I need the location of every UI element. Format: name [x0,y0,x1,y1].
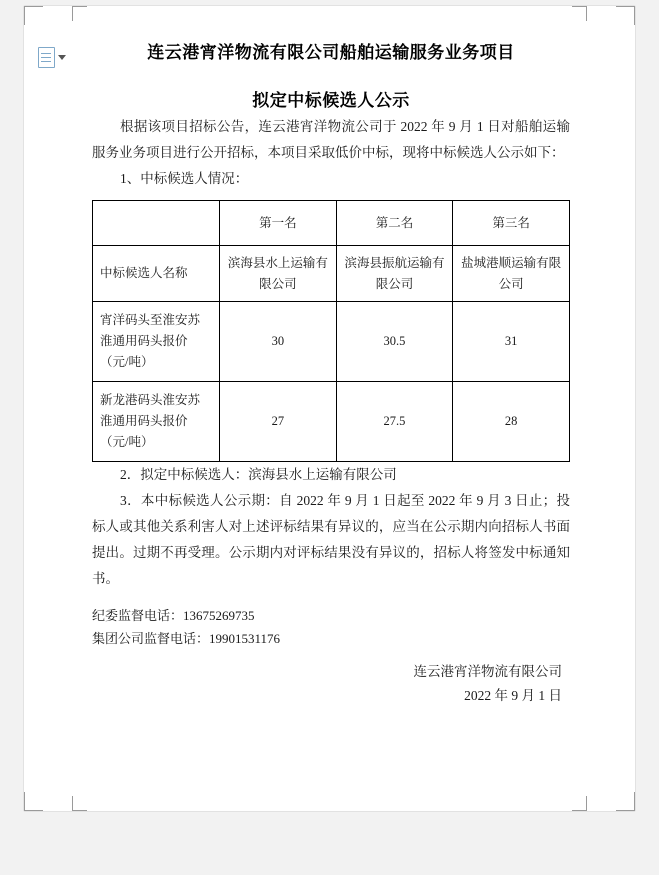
table-header-rank-1: 第一名 [220,201,337,246]
row-label-price-xinlonggang: 新龙港码头淮安苏淮通用码头报价（元/吨） [93,382,220,462]
crop-mark-top-left-inner [72,6,87,21]
cell-price-xinlonggang-rank-1: 27 [220,382,337,462]
crop-mark-top-left [24,6,43,25]
crop-mark-bottom-left [24,792,43,811]
paragraph-item-2: 2．拟定中标候选人：滨海县水上运输有限公司 [120,467,397,482]
cell-price-xiaoyang-rank-3: 31 [453,302,570,382]
crop-mark-top-right-inner [572,6,587,21]
crop-mark-bottom-left-inner [72,796,87,811]
table-header-rank-3: 第三名 [453,201,570,246]
contact-discipline-phone: 纪委监督电话：13675269735 [92,608,255,623]
crop-mark-bottom-right [616,792,635,811]
page-title: 连云港宵洋物流有限公司船舶运输服务业务项目 [147,43,515,62]
contact-block [92,604,570,650]
signer-date: 2022 年 9 月 1 日 [464,688,562,703]
chevron-down-icon[interactable] [58,55,66,60]
table-row [93,246,570,302]
signer-name: 连云港宵洋物流有限公司 [413,664,562,679]
cell-price-xinlonggang-rank-3: 28 [453,382,570,462]
page-glyph-icon [38,47,55,68]
cell-name-rank-3: 盐城港顺运输有限公司 [453,246,570,302]
table-header-rank-2: 第二名 [336,201,453,246]
paragraph-intro: 根据该项目招标公告，连云港宵洋物流公司于 2022 年 9 月 1 日对船舶运输服务业务项目进行公开招标，本项目采取低价中标，现将中标候选人公示如下： [92,119,570,160]
crop-mark-top-right [616,6,635,25]
row-label-candidate-name: 中标候选人名称 [93,246,220,302]
page-subtitle: 拟定中标候选人公示 [252,91,410,110]
contact-group-phone: 集团公司监督电话：19901531176 [92,631,281,646]
cell-price-xiaoyang-rank-1: 30 [220,302,337,382]
document-icon[interactable] [38,46,72,68]
row-label-price-xiaoyang: 宵洋码头至淮安苏淮通用码头报价（元/吨） [93,302,220,382]
cell-name-rank-2: 滨海县振航运输有限公司 [336,246,453,302]
paper-sheet [24,6,635,811]
cell-price-xinlonggang-rank-2: 27.5 [336,382,453,462]
table-header-row [93,201,570,246]
table-row [93,382,570,462]
candidates-table [92,200,570,462]
cell-name-rank-1: 滨海县水上运输有限公司 [220,246,337,302]
paragraph-item-1: 1、中标候选人情况： [120,171,249,186]
table-row [93,302,570,382]
table-corner-cell [93,201,220,246]
signature-block [92,660,570,708]
document-body [92,40,570,708]
cell-price-xiaoyang-rank-2: 30.5 [336,302,453,382]
crop-mark-bottom-right-inner [572,796,587,811]
paragraph-item-3: 3．本中标候选人公示期：自 2022 年 9 月 1 日起至 2022 年 9 月 3 日止；投标人或其他关系利害人对上述评标结果有异议的，应当在公示期内向招标人书面提出。过期不再受理。公示期内对评标结果没有异议的，招标人将签发中标通知书。 [92,493,570,586]
